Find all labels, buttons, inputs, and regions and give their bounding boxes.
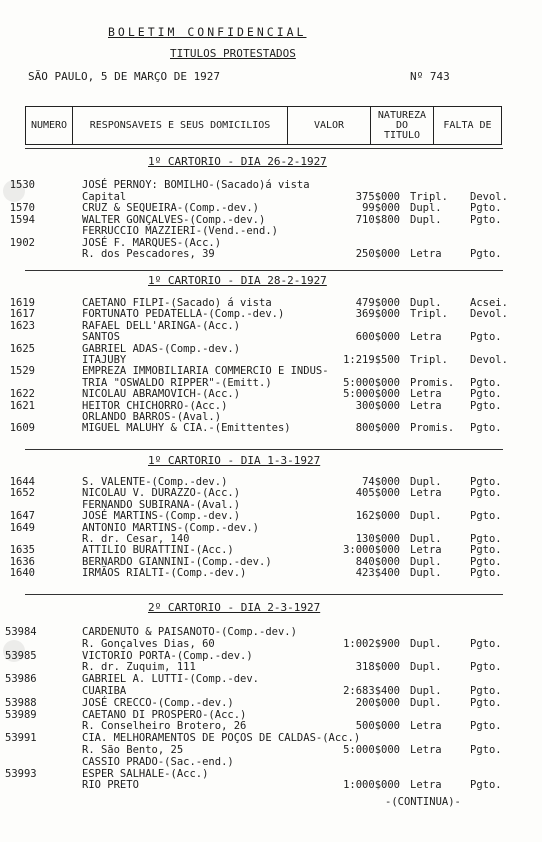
row-falta: Pgto.: [470, 533, 502, 545]
row-nature: Dupl.: [410, 213, 442, 226]
row-responsible: CRUZ & SEQUEIRA-(Comp.-dev.): [82, 202, 260, 214]
row-number: 1647: [9, 510, 35, 523]
row-falta: Pgto.: [470, 213, 502, 226]
table-row: [9, 487, 530, 500]
table-row: [5, 626, 530, 638]
row-responsible: TRIA "OSWALDO RIPPER"-(Emitt.): [82, 376, 272, 389]
row-value: 162$000: [355, 510, 400, 523]
row-value: 369$000: [355, 308, 400, 321]
row-value: 479$000: [355, 297, 400, 309]
row-responsible: JOSÉ F. MARQUES-(Acc.): [82, 236, 222, 249]
row-number: 1622: [9, 388, 35, 401]
row-nature: Dupl.: [410, 685, 442, 697]
row-number: 1902: [9, 236, 35, 249]
row-value: 74$000: [362, 476, 400, 488]
row-falta: Pgto.: [470, 248, 502, 260]
row-value: 318$000: [355, 661, 400, 674]
row-number: 53993: [5, 767, 37, 780]
row-responsible: CAETANO FILPI-(Sacado) á vista: [82, 297, 272, 309]
row-nature: Letra: [410, 487, 442, 500]
row-number: 53988: [5, 696, 37, 709]
continuation-note: -(CONTINUA)-: [385, 796, 461, 808]
table-row: [5, 696, 530, 709]
row-nature: Letra: [410, 388, 442, 401]
row-responsible: GABRIEL ADAS-(Comp.-dev.): [82, 342, 241, 355]
row-responsible: ESPER SALHALE-(Acc.): [82, 767, 209, 780]
row-value: 800$000: [355, 422, 400, 435]
table-row: [9, 297, 530, 309]
row-falta: Pgto.: [470, 637, 502, 650]
table-row: [30, 686, 530, 697]
row-value: 500$000: [355, 720, 400, 733]
row-falta: Pgto.: [470, 567, 502, 580]
row-responsible: FORTUNATO PEDATELLA-(Comp.-dev.): [82, 308, 285, 321]
row-responsible: JOSÉ MARTINS-(Comp.-dev.): [82, 510, 241, 523]
row-responsible: ATTILIO BURATTINI-(Acc.): [82, 544, 234, 557]
row-responsible: GABRIEL A. LUTTI-(Comp.-dev.: [82, 673, 260, 686]
table-row: [30, 332, 530, 343]
row-value: 300$000: [355, 399, 400, 412]
row-value: 3:000$000: [343, 544, 400, 557]
table-row: [9, 476, 530, 488]
table-row: [9, 365, 530, 378]
row-responsible: FERNANDO SUBIRANA-(Aval.): [82, 498, 241, 511]
table-row: [5, 673, 530, 686]
row-nature: Tripl.: [410, 190, 448, 203]
row-number: 1619: [9, 297, 35, 309]
section-divider: [25, 270, 503, 271]
row-number: 1529: [9, 365, 35, 378]
row-nature: Dupl.: [410, 661, 442, 674]
row-nature: Letra: [410, 744, 442, 756]
row-falta: Pgto.: [470, 388, 502, 401]
row-nature: Dupl.: [410, 510, 442, 523]
row-falta: Pgto.: [470, 744, 502, 756]
section-title: 1º CARTORIO - DIA 1-3-1927: [148, 454, 321, 467]
row-responsible: ITAJUBY: [82, 354, 127, 366]
row-responsible: NICOLAU V. DURAZZO-(Acc.): [82, 487, 241, 500]
table-row: [9, 388, 530, 401]
table-row: [30, 780, 530, 791]
table-row: [9, 236, 530, 249]
row-falta: Acsei.: [470, 297, 508, 309]
row-responsible: IRMÃOS RIALTI-(Comp.-dev.): [82, 567, 247, 580]
row-number: 1617: [9, 308, 35, 321]
column-header-natureza: NATUREZA DO TITULO: [377, 109, 427, 141]
table-row: [30, 745, 530, 756]
row-responsible: RAFAEL DELL'ARINGA-(Acc.): [82, 319, 241, 332]
row-nature: Dupl.: [410, 696, 442, 709]
row-value: 1:219$500: [343, 354, 400, 366]
table-row: [9, 179, 530, 191]
row-responsible: EMPREZA IMMOBILIARIA COMMERCIO E INDUS-: [82, 365, 329, 378]
row-number: 1640: [9, 567, 35, 580]
row-nature: Letra: [410, 779, 442, 792]
row-value: 5:000$000: [343, 388, 400, 401]
row-number: 1649: [9, 521, 35, 534]
row-number: 1625: [9, 342, 35, 355]
row-responsible: S. VALENTE-(Comp.-dev.): [82, 476, 228, 488]
row-responsible: R. Conselheiro Brotero, 26: [82, 720, 247, 733]
row-responsible: NICOLAU ABRAMOVICH-(Acc.): [82, 388, 241, 401]
row-responsible: CARDENUTO & PAISANOTO-(Comp.-dev.): [82, 626, 297, 638]
row-value: 1:000$000: [343, 779, 400, 792]
row-value: 375$000: [355, 190, 400, 203]
row-responsible: ORLANDO BARROS-(Aval.): [82, 411, 222, 423]
table-row: [30, 378, 530, 389]
row-falta: Devol.: [470, 354, 508, 366]
row-responsible: Capital: [82, 190, 127, 203]
table-row: [30, 662, 530, 673]
row-responsible: HEITOR CHICHORRO-(Acc.): [82, 399, 228, 412]
table-row: [5, 732, 530, 745]
row-value: 200$000: [355, 696, 400, 709]
column-header-valor: VALOR: [313, 119, 345, 131]
column-header-responsaveis: RESPONSAVEIS E SEUS DOMICILIOS: [89, 119, 271, 131]
table-row: [30, 412, 530, 423]
table-row: [5, 767, 530, 780]
row-nature: Promis.: [410, 422, 455, 435]
table-row: [30, 249, 530, 260]
row-number: 1609: [9, 422, 35, 435]
row-nature: Dupl.: [410, 637, 442, 650]
section-divider: [25, 449, 503, 450]
row-nature: Letra: [410, 248, 442, 260]
row-number: 1570: [9, 202, 35, 214]
row-value: 840$000: [355, 555, 400, 568]
table-row: [9, 544, 530, 557]
row-falta: Pgto.: [470, 510, 502, 523]
row-nature: Tripl.: [410, 354, 448, 366]
row-value: 405$000: [355, 487, 400, 500]
row-value: 5:000$000: [343, 744, 400, 756]
row-nature: Dupl.: [410, 476, 442, 488]
table-row: [30, 226, 530, 237]
row-falta: Pgto.: [470, 376, 502, 389]
row-responsible: CUARIBA: [82, 685, 127, 697]
document-subtitle: TITULOS PROTESTADOS: [170, 47, 296, 60]
row-nature: Letra: [410, 399, 442, 412]
row-responsible: ANTONIO MARTINS-(Comp.-dev.): [82, 521, 260, 534]
row-falta: Pgto.: [470, 399, 502, 412]
row-value: 423$400: [355, 567, 400, 580]
table-row: [30, 355, 530, 366]
row-falta: Devol.: [470, 308, 508, 321]
table-row: [9, 521, 530, 534]
row-responsible: RIO PRETO: [82, 779, 139, 792]
row-number: 53985: [5, 649, 37, 662]
table-row: [30, 757, 530, 768]
row-nature: Promis.: [410, 376, 455, 389]
row-value: 1:002$900: [343, 637, 400, 650]
section-title: 1º CARTORIO - DIA 26-2-1927: [148, 155, 327, 168]
row-falta: Pgto.: [470, 476, 502, 488]
bulletin-number: Nº 743: [410, 70, 450, 83]
table-row: [5, 649, 530, 662]
section-title: 2º CARTORIO - DIA 2-3-1927: [148, 601, 321, 614]
row-falta: Pgto.: [470, 661, 502, 674]
row-falta: Pgto.: [470, 555, 502, 568]
row-falta: Pgto.: [470, 696, 502, 709]
row-responsible: R. São Bento, 25: [82, 744, 184, 756]
row-number: 1530: [9, 179, 35, 191]
section-divider: [25, 148, 503, 149]
row-value: 2:683$400: [343, 685, 400, 697]
row-nature: Letra: [410, 331, 442, 344]
table-row: [9, 202, 530, 214]
row-value: 99$000: [362, 202, 400, 214]
row-responsible: JOSÉ PERNOY: BOMILHO-(Sacado)á vista: [82, 179, 310, 191]
row-number: 53989: [5, 708, 37, 721]
row-nature: Dupl.: [410, 533, 442, 545]
table-row: [5, 708, 530, 721]
row-number: 1644: [9, 476, 35, 488]
table-row: [9, 422, 530, 435]
table-row: [30, 192, 530, 203]
row-responsible: R. dr. Zuquim, 111: [82, 661, 196, 674]
row-nature: Dupl.: [410, 202, 442, 214]
row-number: 1636: [9, 555, 35, 568]
table-row: [30, 534, 530, 545]
row-number: 53984: [5, 626, 37, 638]
row-value: 250$000: [355, 248, 400, 260]
row-falta: Pgto.: [470, 331, 502, 344]
date-line: SÃO PAULO, 5 DE MARÇO DE 1927: [28, 70, 221, 83]
row-number: 1623: [9, 319, 35, 332]
row-nature: Tripl.: [410, 308, 448, 321]
row-falta: Pgto.: [470, 685, 502, 697]
section-divider: [25, 594, 503, 595]
row-number: 1652: [9, 487, 35, 500]
row-responsible: BERNARDO GIANNINI-(Comp.-dev.): [82, 555, 272, 568]
row-responsible: CIA. MELHORAMENTOS DE POÇOS DE CALDAS-(Acc.): [82, 732, 361, 745]
document-title: BOLETIM CONFIDENCIAL: [108, 25, 307, 39]
row-responsible: CAETANO DI PROSPERO-(Acc.): [82, 708, 247, 721]
column-header-numero: NUMERO: [30, 119, 68, 131]
table-row: [9, 342, 530, 355]
table-row: [30, 639, 530, 650]
row-nature: Letra: [410, 544, 442, 557]
row-responsible: FERRUCCIO MAZZIERI-(Vend.-end.): [82, 225, 278, 237]
row-responsible: VICTORIO PORTA-(Comp.-dev.): [82, 649, 253, 662]
table-row: [30, 721, 530, 732]
table-row: [9, 308, 530, 321]
row-value: 600$000: [355, 331, 400, 344]
row-nature: Letra: [410, 720, 442, 733]
row-responsible: WALTER GONÇALVES-(Comp.-dev.): [82, 213, 266, 226]
table-row: [9, 510, 530, 523]
row-responsible: MIGUEL MALUHY & CIA.-(Emittentes): [82, 422, 291, 435]
row-nature: Dupl.: [410, 555, 442, 568]
row-falta: Pgto.: [470, 202, 502, 214]
row-responsible: SANTOS: [82, 331, 120, 344]
row-value: 5:000$000: [343, 376, 400, 389]
row-responsible: R. dr. Cesar, 140: [82, 533, 190, 545]
table-header: [25, 106, 502, 145]
row-responsible: R. Gonçalves Dias, 60: [82, 637, 215, 650]
row-number: 1635: [9, 544, 35, 557]
row-value: 710$800: [355, 213, 400, 226]
row-falta: Pgto.: [470, 422, 502, 435]
table-row: [9, 319, 530, 332]
row-responsible: JOSÉ CRECCO-(Comp.-dev.): [82, 696, 234, 709]
section-title: 1º CARTORIO - DIA 28-2-1927: [148, 274, 327, 287]
row-falta: Pgto.: [470, 779, 502, 792]
row-number: 53991: [5, 732, 37, 745]
row-number: 1594: [9, 213, 35, 226]
row-value: 130$000: [355, 533, 400, 545]
row-responsible: CASSIO PRADO-(Sac.-end.): [82, 755, 234, 768]
row-falta: Pgto.: [470, 720, 502, 733]
column-header-falta: FALTA DE: [443, 119, 492, 131]
row-falta: Pgto.: [470, 544, 502, 557]
table-row: [9, 213, 530, 226]
table-row: [9, 567, 530, 580]
row-falta: Pgto.: [470, 487, 502, 500]
table-row: [9, 399, 530, 412]
row-number: 53986: [5, 673, 37, 686]
row-nature: Dupl.: [410, 567, 442, 580]
row-nature: Dupl.: [410, 297, 442, 309]
row-responsible: R. dos Pescadores, 39: [82, 248, 215, 260]
row-falta: Devol.: [470, 190, 508, 203]
row-number: 1621: [9, 399, 35, 412]
